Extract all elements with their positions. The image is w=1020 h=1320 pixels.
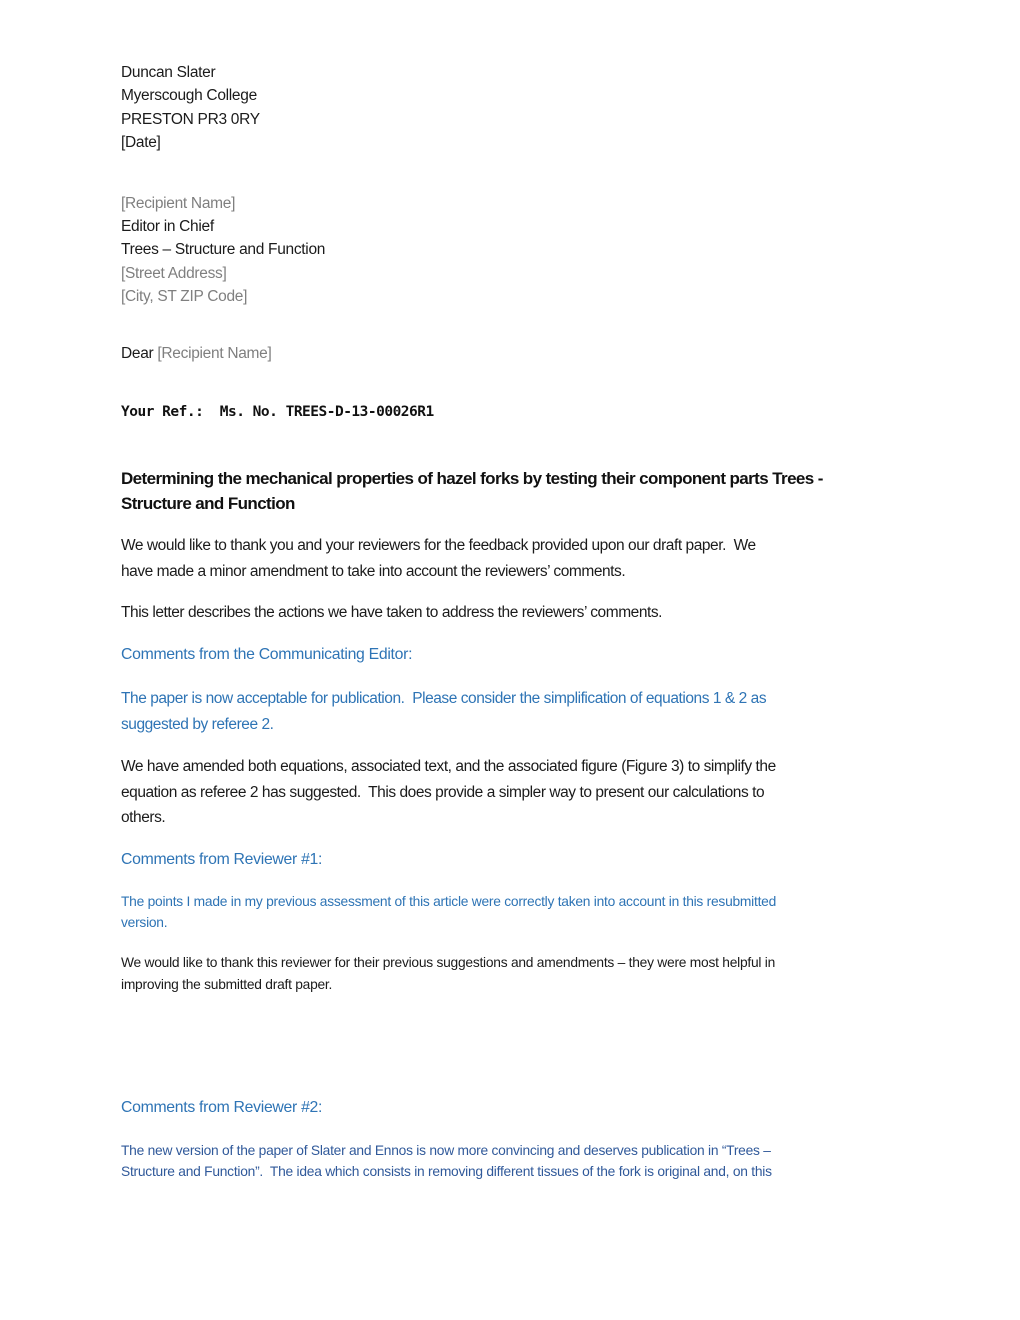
reviewer2-comment-line-1: The new version of the paper of Slater and Ennos is now more convincing and deserves publication in “Trees – bbox=[121, 1143, 771, 1158]
salutation-line bbox=[121, 342, 911, 365]
date-placeholder: [Date] bbox=[121, 134, 161, 152]
editor-comment-line-1: The paper is now acceptable for publication. Please consider the simplification of equations 1 & 2 as bbox=[121, 690, 767, 708]
reviewer1-response-paragraph bbox=[121, 952, 911, 995]
reviewer1-response-line-1: We would like to thank this reviewer for their previous suggestions and amendments – they were most helpful in bbox=[121, 955, 776, 970]
paragraph-thanks-line-2: have made a minor amendment to take into account the reviewers’ comments. bbox=[121, 562, 626, 580]
reviewer1-response-line-2: improving the submitted draft paper. bbox=[121, 976, 333, 992]
reviewer1-comment-line-1: The points I made in my previous assessment of this article were correctly taken into account in this resubmitted bbox=[121, 894, 776, 909]
reviewer2-comments-heading: Comments from Reviewer #2: bbox=[121, 1099, 323, 1116]
recipient-role: Editor in Chief bbox=[121, 218, 214, 236]
salutation-greeting: Dear bbox=[121, 344, 158, 362]
paper-title-line-2: Structure and Function bbox=[121, 493, 295, 513]
reviewer2-comment-paragraph bbox=[121, 1140, 911, 1182]
sender-address-block bbox=[121, 61, 911, 155]
editor-response-line-1: We have amended both equations, associated text, and the associated figure (Figure 3) to simplify the bbox=[121, 758, 776, 776]
sender-name: Duncan Slater bbox=[121, 64, 216, 81]
editor-response-line-3: others. bbox=[121, 809, 166, 827]
paper-title-line-1: Determining the mechanical properties of hazel forks by testing their component parts Trees - bbox=[121, 469, 823, 489]
reviewer2-comment-line-2: Structure and Function”. The idea which consists in removing different tissues of the fork is original and, on this bbox=[121, 1164, 772, 1179]
editor-response-line-2: equation as referee 2 has suggested. This does provide a simpler way to present our calculations to bbox=[121, 783, 765, 801]
editor-comments-heading: Comments from the Communicating Editor: bbox=[121, 646, 413, 664]
manuscript-reference-line bbox=[121, 401, 911, 424]
editor-response-paragraph bbox=[121, 754, 911, 831]
paper-title-heading bbox=[121, 467, 911, 516]
recipient-address-block bbox=[121, 192, 911, 309]
editor-comment-paragraph bbox=[121, 686, 911, 737]
sender-postal-line: PRESTON PR3 0RY bbox=[121, 110, 260, 128]
reviewer1-comment-paragraph bbox=[121, 891, 911, 933]
paragraph-thanks-line-1: We would like to thank you and your reviewers for the feedback provided upon our draft paper. We bbox=[121, 537, 756, 555]
salutation-recipient-placeholder: [Recipient Name] bbox=[157, 344, 272, 362]
paragraph-thanks bbox=[121, 533, 911, 584]
street-address-placeholder: [Street Address] bbox=[121, 264, 227, 282]
recipient-name-placeholder: [Recipient Name] bbox=[121, 194, 236, 212]
editor-comment-line-2: suggested by referee 2. bbox=[121, 715, 274, 733]
city-zip-placeholder: [City, ST ZIP Code] bbox=[121, 288, 248, 306]
reference-text: Your Ref.: Ms. No. TREES-D-13-00026R1 bbox=[121, 404, 434, 421]
sender-organization: Myerscough College bbox=[121, 87, 257, 105]
reviewer1-comment-line-2: version. bbox=[121, 915, 168, 930]
paragraph-letter-purpose bbox=[121, 600, 911, 626]
reviewer1-comments-heading: Comments from Reviewer #1: bbox=[121, 851, 323, 868]
letter-content bbox=[121, 0, 911, 1182]
paragraph-letter-purpose-line-1: This letter describes the actions we have taken to address the reviewers’ comments. bbox=[121, 604, 663, 622]
recipient-journal: Trees – Structure and Function bbox=[121, 241, 326, 259]
